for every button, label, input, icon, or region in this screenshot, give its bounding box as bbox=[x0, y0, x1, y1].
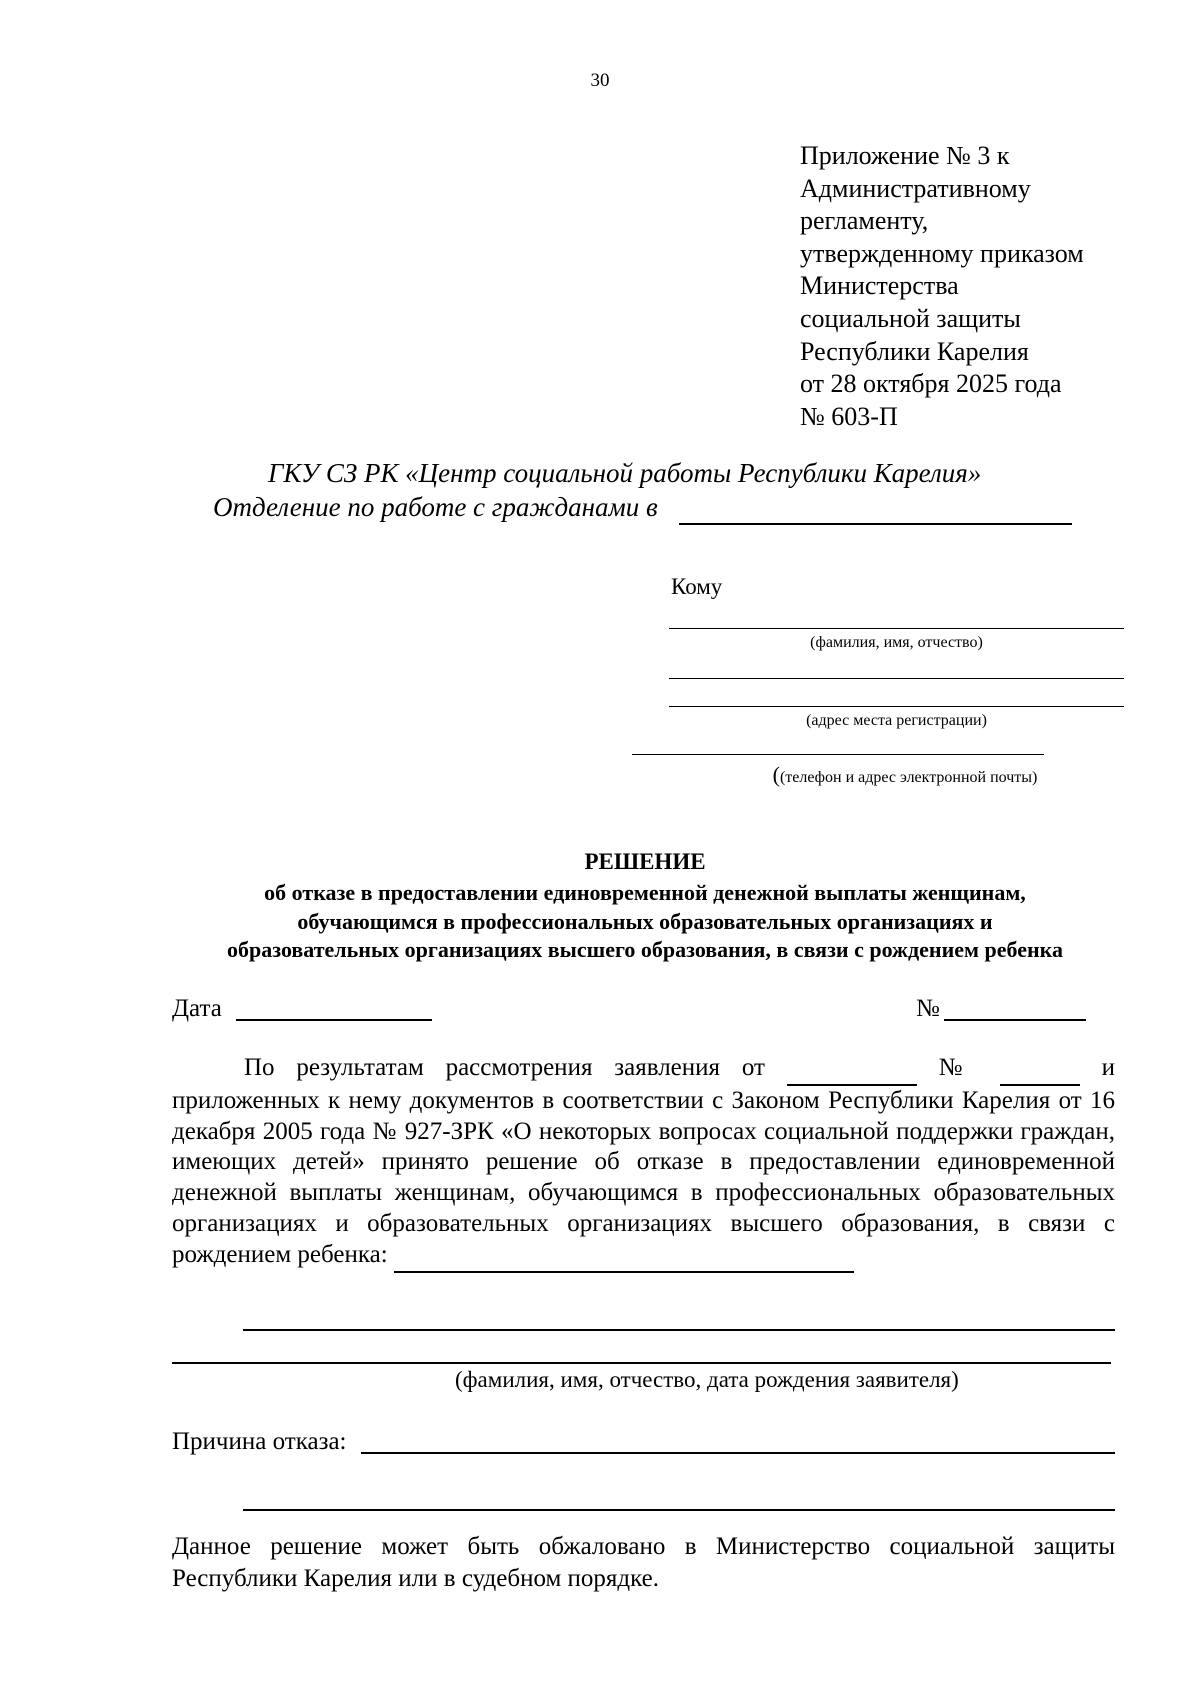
appendix-line: Административному bbox=[800, 173, 1031, 203]
application-date-fill bbox=[787, 1053, 917, 1086]
appendix-line: утвержденному приказом bbox=[800, 238, 1084, 268]
recipient-fio-line bbox=[669, 628, 1124, 629]
recipient-contact-hint: ((телефон и адрес электронной почты) bbox=[772, 762, 1038, 787]
reason-fill-inline bbox=[394, 1240, 854, 1273]
organization-name: ГКУ СЗ РК «Центр социальной работы Республики Карелия» bbox=[268, 458, 982, 488]
organization-department: Отделение по работе с гражданами в bbox=[213, 492, 658, 522]
recipient-contact-text: (телефон и адрес электронной почты) bbox=[779, 769, 1038, 786]
appendix-line: социальной защиты bbox=[800, 303, 1021, 333]
decision-subtitle-line: образовательных организациях высшего образования, в связи с рождением ребенка bbox=[227, 937, 1063, 962]
appendix-line: Республики Карелия bbox=[800, 336, 1029, 366]
paragraph-part-2: № bbox=[938, 1054, 978, 1081]
decision-subtitle-line: об отказе в предоставлении единовременной денежной выплаты женщинам, bbox=[264, 880, 1026, 905]
appendix-line: Министерства bbox=[800, 271, 959, 301]
page-number: 30 bbox=[590, 70, 610, 91]
number-fill-line bbox=[944, 1019, 1086, 1021]
decision-paragraph bbox=[172, 1053, 1115, 1273]
decision-title: РЕШЕНИЕ bbox=[584, 849, 706, 874]
appeal-line: Республики Карелия или в судебном порядке. bbox=[172, 1565, 660, 1592]
paragraph-part-3: и приложенных к нему документов в соответствии с Законом Республики Карелия от 16 декабря 2005 года № 927-ЗРК «О некоторых вопросах социальной поддержки граждан, имеющих детей» принято решение об отказе в предоставлении единовременной денежной выплаты женщинам, обучающимся в профессиональных образовательных организациях и образовательных организациях высшего образования, в связи с рождением ребенка: bbox=[172, 1054, 1115, 1268]
recipient-fio-hint: (фамилия, имя, отчество) bbox=[810, 634, 983, 651]
date-label: Дата bbox=[172, 995, 222, 1022]
recipient-address-line-2 bbox=[669, 706, 1124, 707]
appeal-line: Данное решение может быть обжаловано в Министерство социальной защиты bbox=[172, 1533, 1115, 1560]
appendix-line: регламенту, bbox=[800, 206, 929, 236]
appendix-block bbox=[800, 140, 1084, 433]
applicant-line-1 bbox=[243, 1329, 1115, 1331]
reason-fill-line-2 bbox=[243, 1509, 1115, 1511]
recipient-contact-line bbox=[632, 754, 1044, 755]
reason-fill-line bbox=[361, 1452, 1115, 1454]
applicant-hint: (фамилия, имя, отчество, дата рождения заявителя) bbox=[455, 1367, 959, 1392]
applicant-line-2 bbox=[172, 1362, 1111, 1364]
application-number-fill bbox=[1000, 1053, 1080, 1086]
date-fill-line bbox=[236, 1019, 432, 1021]
appendix-line: от 28 октября 2025 года bbox=[800, 369, 1062, 399]
appendix-line: № 603-П bbox=[800, 401, 898, 431]
reason-label: Причина отказа: bbox=[172, 1428, 347, 1455]
appeal-text bbox=[172, 1531, 1115, 1595]
recipient-address-hint: (адрес места регистрации) bbox=[806, 712, 987, 729]
appendix-line: Приложение № 3 к bbox=[800, 141, 1010, 170]
department-fill-line bbox=[679, 523, 1072, 525]
decision-subtitle-line: обучающимся в профессиональных образовательных организациях и bbox=[297, 909, 993, 934]
number-label: № bbox=[916, 995, 940, 1022]
recipient-address-line-1 bbox=[669, 678, 1124, 679]
paragraph-part-1: По результатам рассмотрения заявления от bbox=[244, 1054, 765, 1081]
recipient-label: Кому bbox=[671, 574, 723, 599]
